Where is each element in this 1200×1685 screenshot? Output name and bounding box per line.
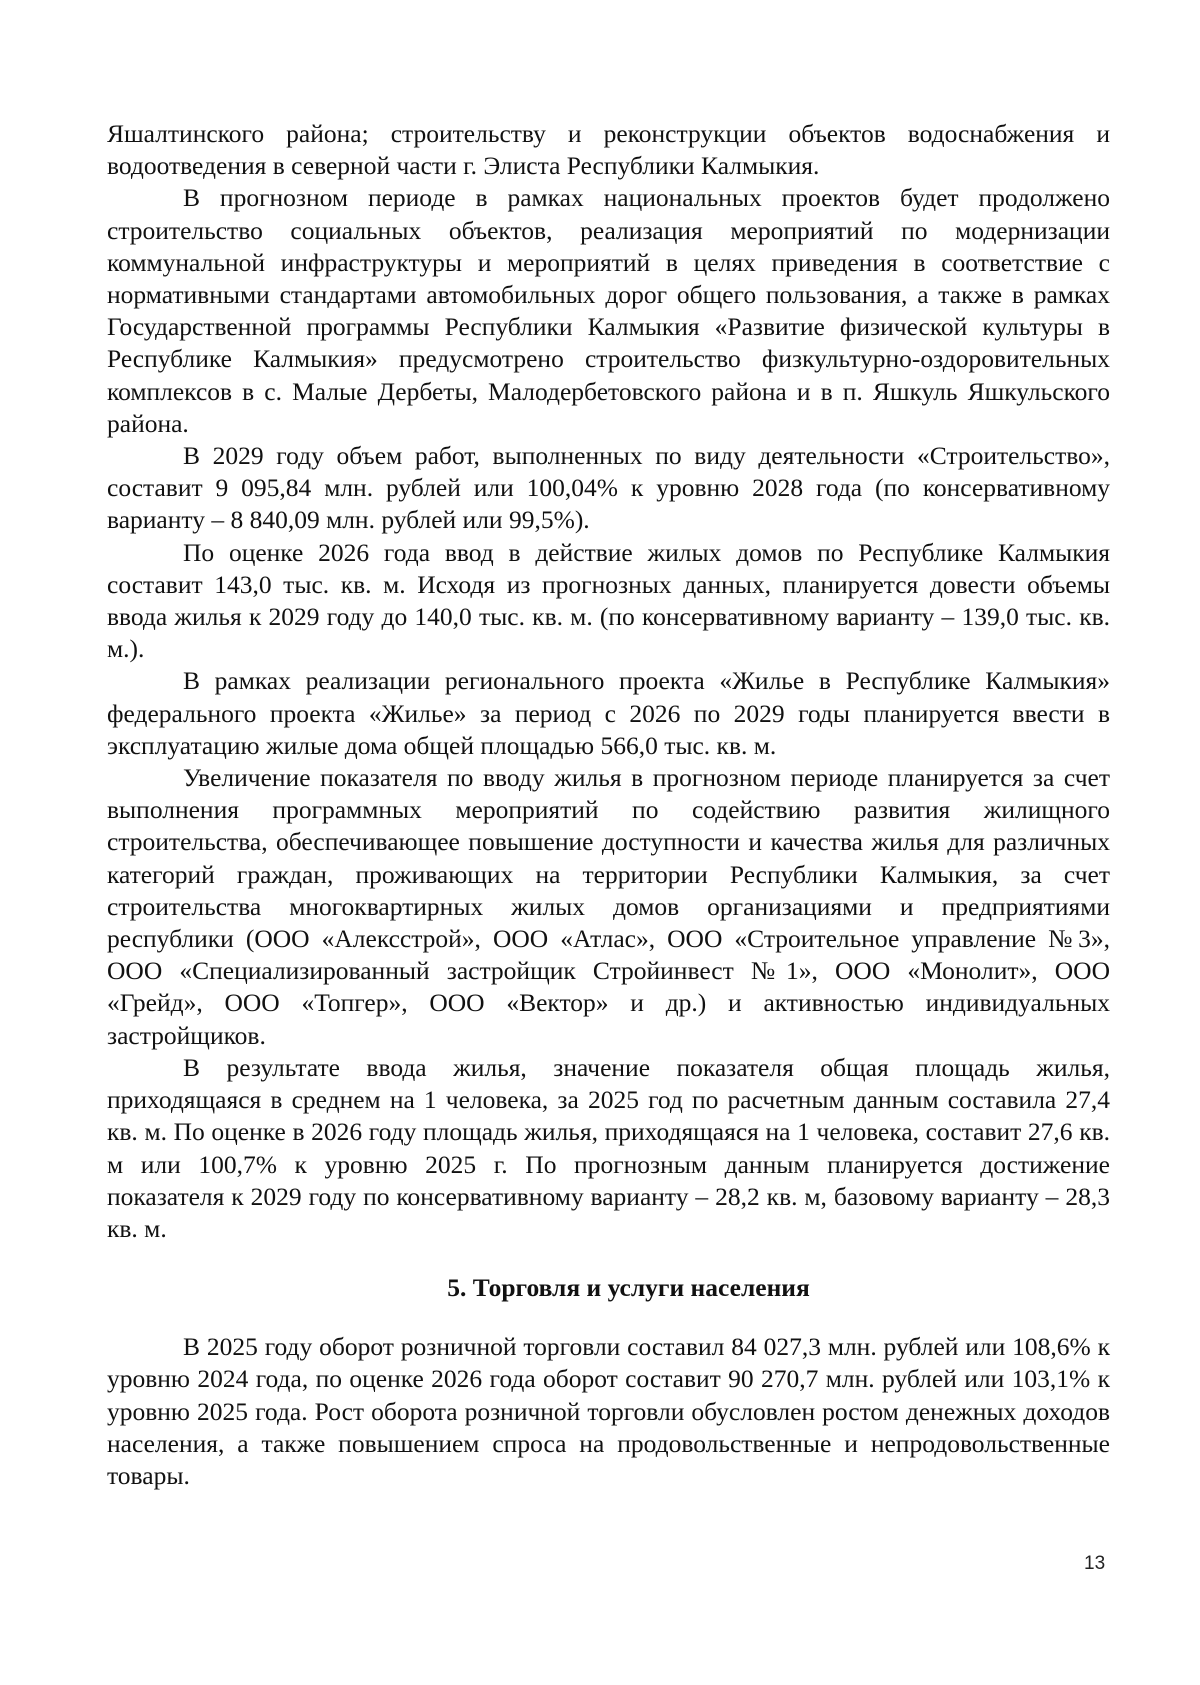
paragraph: По оценке 2026 года ввод в действие жилых домов по Республике Калмыкия составит 143,0 тыс. кв. м. Исходя из прогнозных данных, планируется довести объемы ввода жилья к 2029 году до 140,0 тыс. кв. м. (по консервативному варианту – 139,0 тыс. кв. м.).: [107, 537, 1110, 664]
paragraph: В результате ввода жилья, значение показателя общая площадь жилья, приходящаяся в среднем на 1 человека, за 2025 год по расчетным данным составила 27,4 кв. м. По оценке в 2026 году площадь жилья, приходящаяся на 1 человека, составит 27,6 кв. м или 100,7% к уровню 2025 г. По прогнозным данным планируется достижение показателя к 2029 году по консервативному варианту – 28,2 кв. м, базовому варианту – 28,3 кв. м.: [107, 1052, 1110, 1243]
paragraph: В рамках реализации регионального проекта «Жилье в Республике Калмыкия» федерального проекта «Жилье» за период с 2026 по 2029 годы планируется ввести в эксплуатацию жилые дома общей площадью 566,0 тыс. кв. м.: [107, 666, 1110, 760]
paragraph: В прогнозном периоде в рамках национальных проектов будет продолжено строительство социальных объектов, реализация мероприятий по модернизации коммунальной инфраструктуры и мероприятий в целях приведения в соответствие с нормативными стандартами автомобильных дорог общего пользования, а также в рамках Государственной программы Республики Калмыкия «Развитие физической культуры в Республике Калмыкия» предусмотрено строительство физкультурно-оздоровительных комплексов в с. Малые Дербеты, Малодербетовского района и в п. Яшкуль Яшкульского района.: [107, 183, 1110, 438]
page-number: 13: [1084, 1553, 1106, 1574]
paragraph: В 2025 году оборот розничной торговли составил 84 027,3 млн. рублей или 108,6% к уровню 2024 года, по оценке 2026 года оборот составит 90 270,7 млн. рублей или 103,1% к уровню 2025 года. Рост оборота розничной торговли обусловлен ростом денежных доходов населения, а также повышением спроса на продовольственные и непродовольственные товары.: [107, 1332, 1110, 1490]
section-heading: 5. Торговля и услуги населения: [447, 1273, 810, 1303]
paragraph: В 2029 году объем работ, выполненных по виду деятельности «Строительство», составит 9 095,84 млн. рублей или 100,04% к уровню 2028 года (по консервативному варианту – 8 840,09 млн. рублей или 99,5%).: [107, 441, 1110, 535]
document-body: [107, 118, 1110, 1492]
paragraph: Яшалтинского района; строительству и реконструкции объектов водоснабжения и водоотведения в северной части г. Элиста Республики Калмыкия.: [107, 119, 1110, 181]
paragraph: Увеличение показателя по вводу жилья в прогнозном периоде планируется за счет выполнения программных мероприятий по содействию развития жилищного строительства, обеспечивающее повышение доступности и качества жилья для различных категорий граждан, проживающих на территории Республики Калмыкия, за счет строительства многоквартирных жилых домов организациями и предприятиями республики (ООО «Алексстрой», ООО «Атлас», ООО «Строительное управление №3», ООО «Специализированный застройщик Стройинвест №1», ООО «Монолит», ООО «Грейд», ООО «Топгер», ООО «Вектор» и др.) и активностью индивидуальных застройщиков.: [107, 763, 1110, 1050]
